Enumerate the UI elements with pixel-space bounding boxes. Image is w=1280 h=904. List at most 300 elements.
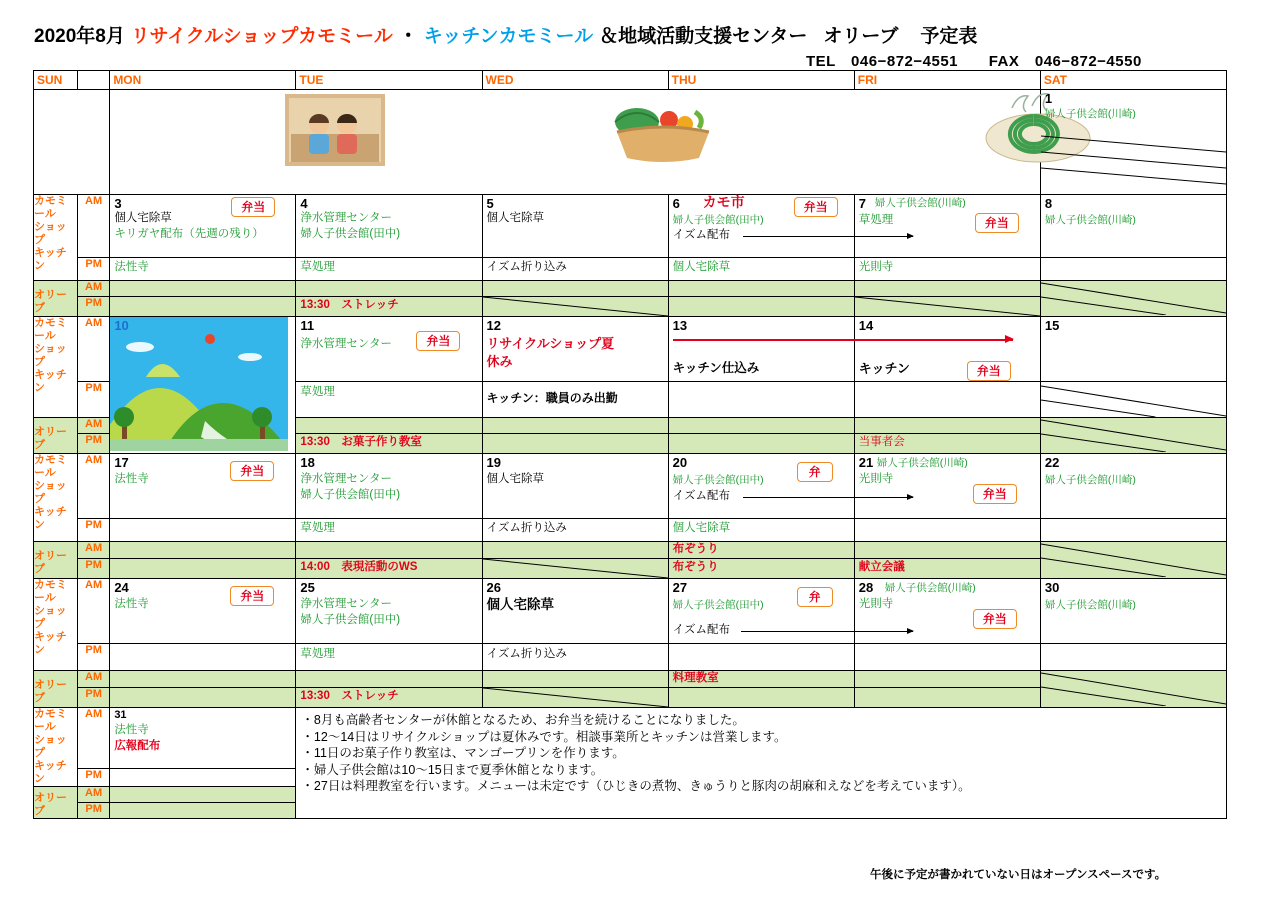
olive-cell [668, 418, 854, 434]
cell-aug-18-pm [296, 519, 482, 542]
title-separator: ・ [398, 26, 418, 47]
day-number: 15 [1044, 318, 1060, 333]
olive-cell-okashi [296, 434, 482, 454]
label-olive: オリーブ [34, 289, 67, 314]
dow-mon: MON [113, 73, 142, 87]
olive-cell [110, 671, 296, 688]
am-label: AM [77, 454, 109, 519]
dow-sun-cell [34, 71, 78, 90]
label-line-2: ショップ [34, 480, 67, 505]
olive-cell-ws [296, 559, 482, 579]
cell-aug-6 [668, 195, 854, 258]
week1-illustration-cell [110, 90, 1041, 195]
label-line-2: ショップ [34, 221, 67, 246]
day-number: 26 [486, 580, 501, 595]
cell-aug-31-pm [110, 768, 296, 786]
event-text: 婦人子供会館(川崎) [884, 582, 976, 594]
pm-label: PM [77, 297, 109, 317]
row-label-kamomile [34, 708, 78, 787]
cell-aug-27-pm [668, 644, 854, 671]
day-number: 10 [114, 318, 129, 333]
event-text: 婦人子供会館(川崎) [1044, 474, 1136, 486]
event-text: 法性寺 [114, 261, 149, 273]
dow-sun: SUN [37, 73, 63, 87]
row-label-olive [34, 671, 78, 708]
olive-cell [482, 297, 668, 317]
event-text: 浄水管理センター [300, 212, 392, 224]
cell-aug-26-pm [482, 644, 668, 671]
event-text: 婦人子供会館(田中) [300, 228, 401, 240]
olive-cell [110, 803, 296, 819]
cell-aug-4 [296, 195, 482, 258]
dow-wed: WED [485, 73, 514, 87]
event-text: 個人宅除草 [486, 597, 555, 612]
label-line-2: ショップ [34, 734, 67, 759]
day-number: 5 [486, 196, 494, 211]
cell-aug-27 [668, 579, 854, 644]
am-label: AM [77, 281, 109, 297]
day-number: 1 [1044, 91, 1053, 106]
page-title [34, 18, 1249, 48]
event-text: 光則寺 [858, 473, 894, 485]
day-number: 12 [486, 318, 501, 333]
cell-aug-7 [854, 195, 1040, 258]
event-text: イズム配布 [672, 624, 731, 636]
olive-cell [482, 559, 668, 579]
cell-aug-22-pm [1040, 519, 1226, 542]
week-5-am-row [34, 579, 1227, 644]
olive-cell-nunozouri-pm [668, 559, 854, 579]
week1-sat-cell [1040, 90, 1226, 195]
row-label-olive [34, 787, 78, 819]
bento-badge: 弁当 [973, 484, 1017, 504]
label-line-3: キッチン [34, 247, 67, 272]
cell-aug-15-pm [1040, 382, 1226, 418]
cell-aug-18 [296, 454, 482, 519]
am-label: AM [77, 579, 109, 644]
label-line-3: キッチン [34, 369, 67, 394]
event-text: 法性寺 [114, 724, 149, 736]
olive-cell [482, 281, 668, 297]
event-text: 13:30 お菓子作り教室 [300, 436, 422, 448]
olive-cell [482, 671, 668, 688]
olive-cell-sat [1040, 671, 1226, 708]
event-text: 浄水管理センター [300, 338, 392, 350]
event-text: イズム配布 [672, 490, 731, 502]
bento-badge: 弁当 [973, 609, 1017, 629]
dow-wed-cell [482, 71, 668, 90]
cell-aug-15 [1040, 317, 1226, 382]
dow-tue: TUE [299, 73, 324, 87]
week-5-olive-am-row [34, 671, 1227, 688]
row-label-kamomile [34, 195, 78, 281]
event-text: 婦人子供会館(川崎) [1044, 599, 1136, 611]
tel-number: TEL 046−872−4551 [806, 53, 959, 70]
week-6-am-row [34, 708, 1227, 769]
olive-cell [854, 281, 1040, 297]
empty-slash [1041, 542, 1226, 577]
pm-label: PM [77, 382, 109, 418]
bento-badge: 弁当 [967, 361, 1011, 381]
cell-aug-24-pm [110, 644, 296, 671]
cell-aug-24 [110, 579, 296, 644]
title-center: ＆地域活動支援センター [599, 26, 808, 47]
event-text: イズム折り込み [486, 648, 567, 660]
cell-aug-4-pm [296, 258, 482, 281]
day-number: 21 [858, 455, 874, 470]
dow-spacer [77, 71, 109, 90]
event-text: 広報配布 [114, 740, 161, 752]
pm-label: PM [77, 258, 109, 281]
empty-slash [1041, 281, 1226, 315]
day-number: 13 [672, 318, 688, 333]
label-olive: オリーブ [34, 679, 67, 704]
cell-aug-25-pm [296, 644, 482, 671]
day-number: 31 [114, 709, 127, 721]
cell-aug-28 [854, 579, 1040, 644]
cell-aug-30 [1040, 579, 1226, 644]
olive-cell [854, 671, 1040, 688]
day-number: 3 [114, 196, 122, 211]
day-number: 25 [300, 580, 315, 595]
event-text: 休み [486, 354, 513, 369]
label-line-1: カモミール [34, 195, 67, 220]
event-text: 13:30 ストレッチ [300, 690, 399, 702]
row-label-olive [34, 418, 78, 454]
cell-aug-7-pm [854, 258, 1040, 281]
cell-aug-20-pm [668, 519, 854, 542]
event-text: 布ぞうり [672, 561, 719, 573]
olive-cell [110, 297, 296, 317]
row-label-kamomile [34, 454, 78, 542]
cell-aug-8-pm [1040, 258, 1226, 281]
event-text: 当事者会 [858, 436, 905, 448]
week-4-olive-am-row [34, 542, 1227, 559]
cell-aug-19 [482, 454, 668, 519]
cell-aug-25 [296, 579, 482, 644]
olive-cell-stretch [296, 688, 482, 708]
dow-thu: THU [671, 73, 697, 87]
note-item: ・11日のお菓子作り教室は、マンゴープリンを作ります。 [301, 746, 625, 760]
olive-cell-cooking [668, 671, 854, 688]
dow-sat-cell [1040, 71, 1226, 90]
event-text: 婦人子供会館(川崎) [1044, 214, 1136, 226]
cell-aug-17 [110, 454, 296, 519]
title-schedule: 予定表 [920, 26, 978, 47]
label-olive: オリーブ [34, 550, 67, 575]
cell-aug-28-pm [854, 644, 1040, 671]
day-number: 8 [1044, 196, 1053, 211]
event-text: イズム折り込み [486, 522, 567, 534]
week-1-row [34, 90, 1227, 195]
cell-aug-13 [668, 317, 854, 382]
children-illustration [285, 94, 385, 166]
cell-aug-21-pm [854, 519, 1040, 542]
event-text: 14:00 表現活動のWS [300, 561, 418, 573]
week-4-am-row [34, 454, 1227, 519]
cell-aug-14-pm [854, 382, 1040, 418]
event-text: 法性寺 [114, 598, 149, 610]
olive-cell [296, 542, 482, 559]
event-text: 婦人子供会館(川崎) [1044, 108, 1136, 120]
am-label: AM [77, 671, 109, 688]
label-line-3: キッチン [34, 506, 67, 531]
bento-badge-short: 弁 [797, 462, 833, 482]
event-text: イズム折り込み [486, 261, 567, 273]
day-number: 24 [114, 580, 129, 595]
bento-badge: 弁当 [975, 213, 1019, 233]
event-title: カモ市 [702, 194, 745, 210]
event-text: 草処理 [300, 522, 335, 534]
am-label: AM [77, 787, 109, 803]
empty-slash [483, 559, 668, 578]
event-text: キッチン仕込み [672, 361, 760, 375]
schedule-table [33, 70, 1227, 819]
cell-aug-10-illustration [110, 317, 296, 454]
dow-fri-cell [854, 71, 1040, 90]
empty-slash [1041, 90, 1226, 194]
bento-badge: 弁当 [416, 331, 460, 351]
mountain-illustration [110, 317, 288, 451]
event-text: 草処理 [858, 214, 894, 226]
am-label: AM [77, 708, 109, 769]
pm-label: PM [77, 768, 109, 786]
olive-cell-sat [1040, 281, 1226, 317]
day-number: 11 [300, 318, 315, 333]
day-number: 7 [858, 196, 866, 211]
day-number: 4 [300, 196, 308, 211]
cell-aug-26 [482, 579, 668, 644]
olive-cell [482, 418, 668, 434]
row-label-olive [34, 542, 78, 579]
event-text: 13:30 ストレッチ [300, 299, 399, 311]
event-text: 婦人子供会館(田中) [672, 599, 764, 611]
row-label-olive [34, 281, 78, 317]
day-number: 28 [858, 580, 874, 595]
note-item: ・12〜14日はリサイクルショップは夏休みです。相談事業所とキッチンは営業します。 [301, 729, 787, 744]
olive-cell [296, 281, 482, 297]
bento-badge: 弁当 [794, 197, 838, 217]
note-item: ・27日は料理教室を行います。メニューは未定です（ひじきの煮物、きゅうりと豚肉の胡麻和えなどを考えています）。 [301, 779, 971, 793]
label-line-2: ショップ [34, 605, 67, 630]
week-3-am-row [34, 317, 1227, 382]
cell-aug-31 [110, 708, 296, 769]
olive-cell [296, 418, 482, 434]
dow-tue-cell [296, 71, 482, 90]
day-number: 20 [672, 455, 688, 470]
olive-cell [668, 297, 854, 317]
label-line-2: ショップ [34, 343, 67, 368]
event-text: 料理教室 [672, 672, 719, 684]
event-text: 婦人子供会館(田中) [672, 214, 764, 226]
cell-aug-5-pm [482, 258, 668, 281]
empty-slash [1041, 382, 1226, 417]
cell-aug-17-pm [110, 519, 296, 542]
olive-cell [854, 688, 1040, 708]
event-text: イズム配布 [672, 229, 731, 241]
event-text: 草処理 [300, 261, 335, 273]
olive-cell [854, 418, 1040, 434]
pm-label: PM [77, 688, 109, 708]
event-text: キリガヤ配布（先週の残り） [114, 228, 264, 240]
bento-badge-short: 弁 [797, 587, 833, 607]
olive-cell [110, 559, 296, 579]
cell-aug-5 [482, 195, 668, 258]
cell-aug-30-pm [1040, 644, 1226, 671]
vegetable-basket-illustration [607, 98, 719, 164]
cell-aug-8 [1040, 195, 1226, 258]
olive-cell [668, 281, 854, 297]
olive-cell-kondate [854, 559, 1040, 579]
event-text: 婦人子供会館(田中) [300, 614, 401, 626]
day-number: 18 [300, 455, 315, 470]
event-text: 個人宅除草 [672, 261, 731, 273]
event-text: 婦人子供会館(川崎) [876, 457, 968, 469]
event-text: リサイクルショップ夏 [486, 336, 615, 351]
label-olive: オリーブ [34, 792, 67, 817]
am-label: AM [77, 542, 109, 559]
dow-fri: FRI [857, 73, 878, 87]
cell-aug-3 [110, 195, 296, 258]
olive-cell [110, 787, 296, 803]
event-text: 草処理 [300, 386, 335, 398]
olive-cell [296, 671, 482, 688]
cell-aug-20 [668, 454, 854, 519]
event-text: 法性寺 [114, 473, 149, 485]
event-text: キッチン：職員のみ出勤 [486, 391, 618, 405]
event-text: 献立会議 [858, 561, 905, 573]
cell-aug-12-pm [482, 382, 668, 418]
event-text: 布ぞうり [672, 543, 719, 555]
empty-slash [1041, 671, 1226, 706]
footer-note: 午後に予定が書かれていない日はオープンスペースです。 [870, 869, 1167, 881]
empty-slash [483, 688, 668, 707]
event-text: 個人宅除草 [486, 212, 545, 224]
empty-slash [855, 297, 1040, 316]
olive-cell-stretch [296, 297, 482, 317]
dow-mon-cell [110, 71, 296, 90]
bento-badge: 弁当 [231, 197, 275, 217]
label-line-1: カモミール [34, 454, 67, 479]
cell-aug-22 [1040, 454, 1226, 519]
fax-number: FAX 046−872−4550 [988, 53, 1142, 70]
day-number: 30 [1044, 580, 1060, 595]
pm-label: PM [77, 519, 109, 542]
pm-label: PM [77, 559, 109, 579]
day-number: 14 [858, 318, 874, 333]
notes-list [296, 708, 1226, 795]
event-text: 個人宅除草 [486, 473, 545, 485]
row-label-kamomile [34, 317, 78, 418]
week1-sun-cell [34, 90, 110, 195]
week-2-am-row [34, 195, 1227, 258]
cell-aug-14 [854, 317, 1040, 382]
olive-cell [854, 542, 1040, 559]
cell-aug-11 [296, 317, 482, 382]
pm-label: PM [77, 803, 109, 819]
title-olive: オリーブ [823, 26, 899, 47]
cell-aug-6-pm [668, 258, 854, 281]
title-year-month: 2020年8月 [34, 26, 125, 47]
label-line-1: カモミール [34, 708, 67, 733]
note-item: ・婦人子供会館は10〜15日まで夏季休館となります。 [301, 762, 604, 777]
title-recycle-shop: リサイクルショップカモミール [130, 26, 393, 47]
bento-badge: 弁当 [230, 586, 274, 606]
am-label: AM [77, 317, 109, 382]
label-olive: オリーブ [34, 426, 67, 451]
dow-sat: SAT [1043, 73, 1067, 87]
event-text: 婦人子供会館(田中) [300, 489, 401, 501]
event-text: 婦人子供会館(田中) [672, 474, 764, 486]
dow-header-row [34, 71, 1227, 90]
olive-cell-toujisha [854, 434, 1040, 454]
label-line-3: キッチン [34, 631, 67, 656]
olive-cell [668, 688, 854, 708]
olive-cell [482, 542, 668, 559]
olive-cell [854, 297, 1040, 317]
label-line-1: カモミール [34, 317, 67, 342]
event-text: 草処理 [300, 648, 335, 660]
event-text: 個人宅除草 [672, 522, 731, 534]
olive-cell [668, 434, 854, 454]
pm-label: PM [77, 434, 109, 454]
cell-aug-13-pm [668, 382, 854, 418]
olive-cell-sat [1040, 542, 1226, 579]
olive-cell-nunozouri-am [668, 542, 854, 559]
event-text: 浄水管理センター [300, 473, 392, 485]
week-2-olive-am-row [34, 281, 1227, 297]
notes-cell [296, 708, 1227, 819]
cell-aug-3-pm [110, 258, 296, 281]
bento-badge: 弁当 [230, 461, 274, 481]
olive-cell [110, 281, 296, 297]
event-text: 光則寺 [858, 261, 894, 273]
day-number: 19 [486, 455, 501, 470]
olive-cell [110, 688, 296, 708]
olive-cell [482, 688, 668, 708]
empty-slash [1041, 418, 1226, 452]
pm-label: PM [77, 644, 109, 671]
event-text: キッチン [858, 361, 910, 376]
event-text: 婦人子供会館(川崎) [874, 197, 966, 209]
row-label-kamomile [34, 579, 78, 671]
week-2-pm-row [34, 258, 1227, 281]
day-number: 22 [1044, 455, 1060, 470]
cell-aug-11-pm [296, 382, 482, 418]
olive-cell [110, 542, 296, 559]
dow-thu-cell [668, 71, 854, 90]
empty-slash [483, 297, 668, 316]
olive-cell [482, 434, 668, 454]
day-number: 17 [114, 455, 129, 470]
label-line-1: カモミール [34, 579, 67, 604]
event-text: 浄水管理センター [300, 598, 392, 610]
am-label: AM [77, 418, 109, 434]
olive-cell-sat [1040, 418, 1226, 454]
title-kitchen: キッチンカモミール [423, 26, 594, 47]
week-4-pm-row [34, 519, 1227, 542]
label-line-3: キッチン [34, 760, 67, 785]
event-text: 光則寺 [858, 598, 894, 610]
event-text: 個人宅除草 [114, 212, 172, 224]
cell-aug-21 [854, 454, 1040, 519]
note-item: ・8月も高齢者センターが休館となるため、お弁当を続けることになりました。 [301, 713, 745, 727]
cell-aug-12 [482, 317, 668, 382]
day-number: 27 [672, 580, 688, 595]
am-label: AM [77, 195, 109, 258]
day-number: 6 [672, 196, 680, 211]
cell-aug-19-pm [482, 519, 668, 542]
